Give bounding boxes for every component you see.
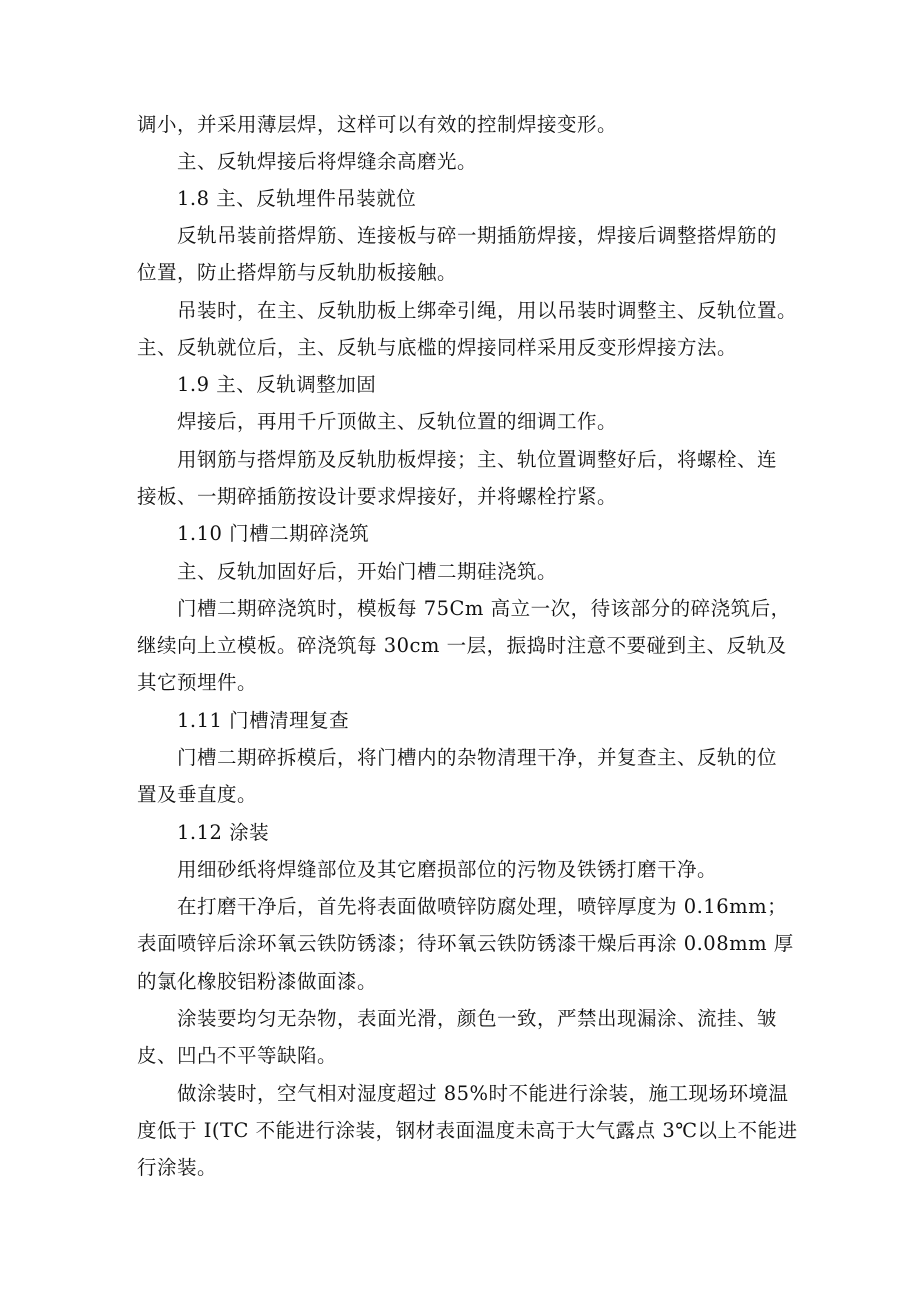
paragraph-line: 置及垂直度。	[137, 783, 258, 806]
paragraph-line: 调小，并采用薄层焊，这样可以有效的控制焊接变形。	[137, 113, 618, 136]
paragraph-line: 主、反轨焊接后将焊缝余高磨光。	[177, 150, 478, 173]
paragraph-line: 吊装时，在主、反轨肋板上绑牵引绳，用以吊装时调整主、反轨位置。	[177, 299, 798, 322]
paragraph-line: 反轨吊装前搭焊筋、连接板与碎一期插筋焊接，焊接后调整搭焊筋的	[177, 224, 778, 247]
paragraph-line: 皮、凹凸不平等缺陷。	[137, 1044, 338, 1067]
section-heading: 1.11 门槽清理复查	[177, 709, 350, 732]
paragraph-line: 主、反轨加固好后，开始门槽二期硅浇筑。	[177, 560, 558, 583]
section-heading: 1.8 主、反轨埋件吊装就位	[177, 187, 417, 210]
paragraph-line: 行涂装。	[137, 1156, 218, 1179]
paragraph-line: 表面喷锌后涂环氧云铁防锈漆；待环氧云铁防锈漆干燥后再涂 0.08mm 厚	[137, 932, 794, 955]
section-heading: 1.10 门槽二期碎浇筑	[177, 522, 370, 545]
paragraph-line: 焊接后，再用千斤顶做主、反轨位置的细调工作。	[177, 410, 618, 433]
paragraph-line: 度低于 I(TC 不能进行涂装，钢材表面温度未高于大气露点 3℃以上不能进	[137, 1119, 798, 1142]
section-heading: 1.9 主、反轨调整加固	[177, 373, 377, 396]
paragraph-line: 位置，防止搭焊筋与反轨肋板接触。	[137, 261, 458, 284]
paragraph-line: 门槽二期碎拆模后，将门槽内的杂物清理干净，并复查主、反轨的位	[177, 746, 778, 769]
paragraph-line: 用钢筋与搭焊筋及反轨肋板焊接；主、轨位置调整好后，将螺栓、连	[177, 448, 778, 471]
paragraph-line: 用细砂纸将焊缝部位及其它磨损部位的污物及铁锈打磨干净。	[177, 858, 718, 881]
paragraph-line: 继续向上立模板。碎浇筑每 30cm 一层，振捣时注意不要碰到主、反轨及	[137, 634, 787, 657]
paragraph-line: 接板、一期碎插筋按设计要求焊接好，并将螺栓拧紧。	[137, 485, 618, 508]
paragraph-line: 在打磨干净后，首先将表面做喷锌防腐处理，喷锌厚度为 0.16mm；	[177, 895, 788, 918]
paragraph-line: 门槽二期碎浇筑时，模板每 75Cm 高立一次，待该部分的碎浇筑后，	[177, 597, 791, 620]
paragraph-line: 主、反轨就位后，主、反轨与底槛的焊接同样采用反变形焊接方法。	[137, 336, 738, 359]
paragraph-line: 的氯化橡胶铝粉漆做面漆。	[137, 970, 378, 993]
paragraph-line: 涂装要均匀无杂物，表面光滑，颜色一致，严禁出现漏涂、流挂、皱	[177, 1007, 778, 1030]
section-heading: 1.12 涂装	[177, 821, 270, 844]
paragraph-line: 做涂装时，空气相对湿度超过 85%时不能进行涂装，施工现场环境温	[177, 1082, 789, 1105]
paragraph-line: 其它预埋件。	[137, 671, 258, 694]
